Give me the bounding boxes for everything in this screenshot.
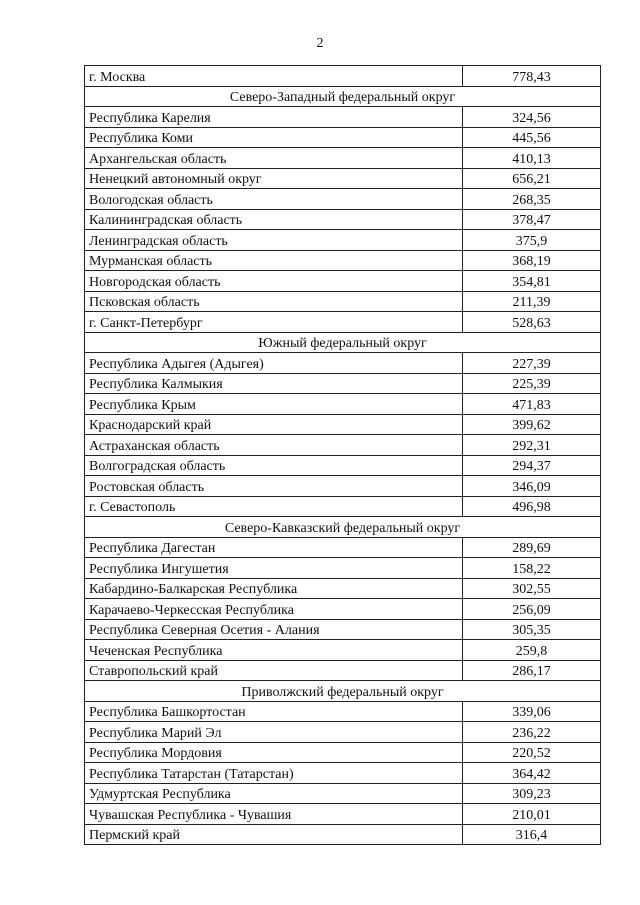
region-name: Краснодарский край	[85, 414, 463, 435]
region-value: 778,43	[463, 66, 601, 87]
table-row	[85, 455, 601, 476]
region-value: 286,17	[463, 660, 601, 681]
region-value: 220,52	[463, 742, 601, 763]
table-row	[85, 312, 601, 333]
table-row	[85, 230, 601, 251]
table-row	[85, 127, 601, 148]
region-value: 528,63	[463, 312, 601, 333]
section-header-row	[85, 681, 601, 702]
region-name: Республика Марий Эл	[85, 722, 463, 743]
region-value: 309,23	[463, 783, 601, 804]
table-row	[85, 148, 601, 169]
region-value: 364,42	[463, 763, 601, 784]
region-name: Ставропольский край	[85, 660, 463, 681]
table-row	[85, 107, 601, 128]
region-name: г. Санкт-Петербург	[85, 312, 463, 333]
region-name: Республика Адыгея (Адыгея)	[85, 353, 463, 374]
section-header-row	[85, 332, 601, 353]
region-name: Пермский край	[85, 824, 463, 845]
region-name: Чеченская Республика	[85, 640, 463, 661]
region-name: г. Москва	[85, 66, 463, 87]
region-value: 324,56	[463, 107, 601, 128]
region-value: 210,01	[463, 804, 601, 825]
table-row	[85, 496, 601, 517]
table-row	[85, 168, 601, 189]
region-name: Калининградская область	[85, 209, 463, 230]
regions-table	[84, 65, 601, 845]
region-value: 259,8	[463, 640, 601, 661]
region-value: 368,19	[463, 250, 601, 271]
table-row	[85, 722, 601, 743]
table-row	[85, 660, 601, 681]
region-value: 410,13	[463, 148, 601, 169]
table-row	[85, 209, 601, 230]
region-value: 158,22	[463, 558, 601, 579]
region-value: 289,69	[463, 537, 601, 558]
table-row	[85, 271, 601, 292]
region-name: Республика Коми	[85, 127, 463, 148]
table-row	[85, 353, 601, 374]
table-row	[85, 373, 601, 394]
table-row	[85, 783, 601, 804]
region-name: Республика Дагестан	[85, 537, 463, 558]
region-name: Республика Карелия	[85, 107, 463, 128]
region-value: 399,62	[463, 414, 601, 435]
table-row	[85, 250, 601, 271]
section-title: Северо-Кавказский федеральный округ	[85, 517, 601, 538]
region-value: 294,37	[463, 455, 601, 476]
region-name: Мурманская область	[85, 250, 463, 271]
region-name: Ростовская область	[85, 476, 463, 497]
section-title: Южный федеральный округ	[85, 332, 601, 353]
table-row	[85, 414, 601, 435]
region-value: 496,98	[463, 496, 601, 517]
page-number: 2	[316, 36, 324, 51]
region-value: 225,39	[463, 373, 601, 394]
section-header-row	[85, 517, 601, 538]
region-value: 211,39	[463, 291, 601, 312]
region-value: 227,39	[463, 353, 601, 374]
table-row	[85, 619, 601, 640]
section-header-row	[85, 86, 601, 107]
region-value: 656,21	[463, 168, 601, 189]
region-name: Республика Калмыкия	[85, 373, 463, 394]
table-row	[85, 291, 601, 312]
table-row	[85, 763, 601, 784]
table-row	[85, 476, 601, 497]
table-row	[85, 824, 601, 845]
section-title: Северо-Западный федеральный округ	[85, 86, 601, 107]
region-name: Волгоградская область	[85, 455, 463, 476]
region-value: 339,06	[463, 701, 601, 722]
table-row	[85, 640, 601, 661]
region-name: Псковская область	[85, 291, 463, 312]
table-body	[85, 66, 601, 845]
region-name: Республика Крым	[85, 394, 463, 415]
region-name: Чувашская Республика - Чувашия	[85, 804, 463, 825]
region-value: 375,9	[463, 230, 601, 251]
region-name: Ненецкий автономный округ	[85, 168, 463, 189]
region-value: 378,47	[463, 209, 601, 230]
region-name: Кабардино-Балкарская Республика	[85, 578, 463, 599]
region-name: Новгородская область	[85, 271, 463, 292]
table-row	[85, 537, 601, 558]
region-value: 471,83	[463, 394, 601, 415]
table-row	[85, 578, 601, 599]
region-name: Ленинградская область	[85, 230, 463, 251]
table-row	[85, 701, 601, 722]
region-name: Республика Татарстан (Татарстан)	[85, 763, 463, 784]
table-row	[85, 189, 601, 210]
table-row	[85, 66, 601, 87]
region-name: Удмуртская Республика	[85, 783, 463, 804]
region-value: 236,22	[463, 722, 601, 743]
table-row	[85, 742, 601, 763]
section-title: Приволжский федеральный округ	[85, 681, 601, 702]
table-row	[85, 599, 601, 620]
region-value: 302,55	[463, 578, 601, 599]
region-value: 346,09	[463, 476, 601, 497]
region-value: 256,09	[463, 599, 601, 620]
region-name: Вологодская область	[85, 189, 463, 210]
table-row	[85, 804, 601, 825]
region-name: Республика Ингушетия	[85, 558, 463, 579]
region-value: 292,31	[463, 435, 601, 456]
region-name: г. Севастополь	[85, 496, 463, 517]
region-value: 445,56	[463, 127, 601, 148]
table-row	[85, 394, 601, 415]
region-name: Карачаево-Черкесская Республика	[85, 599, 463, 620]
region-value: 268,35	[463, 189, 601, 210]
region-name: Республика Северная Осетия - Алания	[85, 619, 463, 640]
table-row	[85, 435, 601, 456]
table-row	[85, 558, 601, 579]
region-value: 354,81	[463, 271, 601, 292]
region-name: Республика Башкортостан	[85, 701, 463, 722]
region-name: Республика Мордовия	[85, 742, 463, 763]
region-value: 316,4	[463, 824, 601, 845]
region-name: Астраханская область	[85, 435, 463, 456]
region-value: 305,35	[463, 619, 601, 640]
region-name: Архангельская область	[85, 148, 463, 169]
